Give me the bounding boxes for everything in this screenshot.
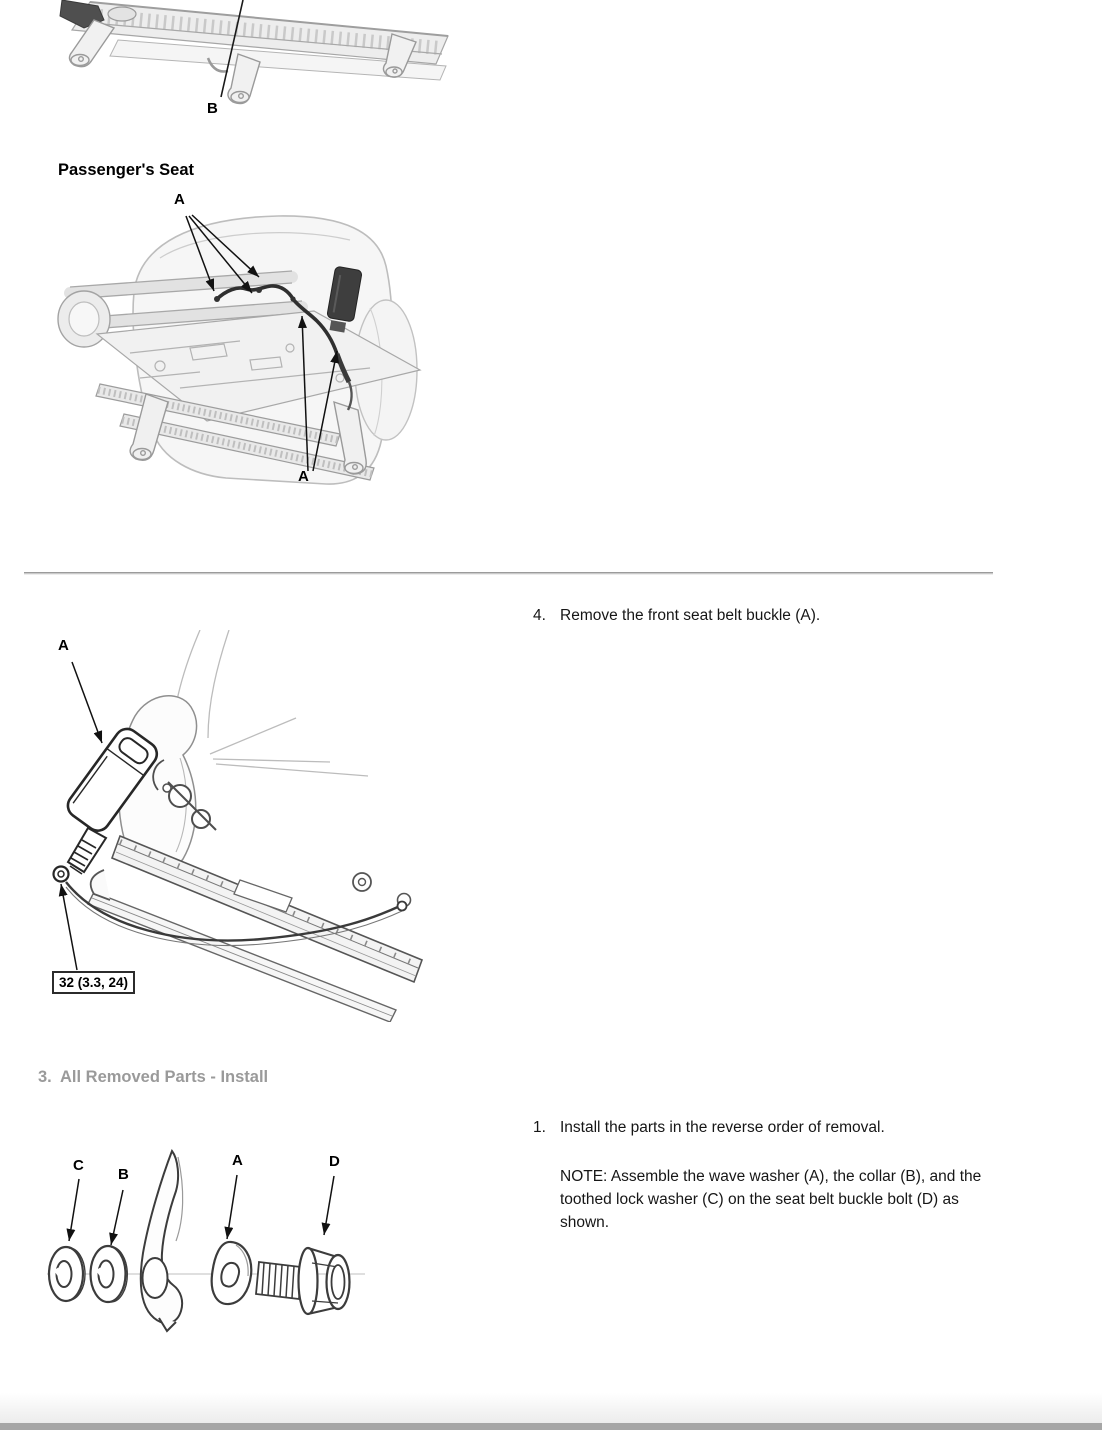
step-1-text: Install the parts in the reverse order of removal.	[560, 1119, 885, 1136]
callout-arrows	[69, 1175, 334, 1245]
callout-a-bottom-label: A	[298, 468, 309, 485]
section-divider	[24, 572, 993, 575]
buckle-anchor-plate	[141, 1151, 183, 1331]
seat-belt-buckle-figure	[30, 630, 480, 1022]
step-4-number: 4.	[533, 607, 546, 624]
seat-frame-illustration	[0, 0, 460, 130]
toothed-lock-washer	[49, 1247, 85, 1301]
install-note: NOTE: Assemble the wave washer (A), the collar (B), and the toothed lock washer (C) on the seat belt buckle bolt (D) as shown.	[560, 1168, 982, 1231]
install-section-title: All Removed Parts - Install	[60, 1068, 269, 1086]
collar	[91, 1246, 128, 1302]
step-1	[533, 1117, 885, 1139]
page-bottom-fade	[0, 1393, 1102, 1423]
window-bottom-edge	[0, 1423, 1102, 1430]
passenger-seat-illustration	[40, 188, 490, 503]
passenger-seat-heading: Passenger's Seat	[58, 161, 195, 179]
drivers-seat-figure	[0, 0, 460, 130]
callout-d-label: D	[329, 1153, 340, 1170]
callout-a-label: A	[58, 637, 69, 654]
callout-a-top-label: A	[174, 191, 185, 208]
buckle-illustration	[30, 630, 480, 1022]
callout-c-label: C	[73, 1157, 84, 1174]
callout-a-label: A	[232, 1152, 243, 1169]
buckle-bolt	[256, 1248, 350, 1314]
step-4	[533, 605, 820, 627]
passenger-seat-figure	[40, 188, 490, 503]
wave-washer	[212, 1242, 252, 1304]
step-1-number: 1.	[533, 1119, 546, 1136]
callout-b-label: B	[207, 100, 218, 117]
torque-spec-box: 32 (3.3, 24)	[52, 971, 135, 994]
install-section-number: 3.	[38, 1068, 52, 1086]
callout-b-label: B	[118, 1166, 129, 1183]
hardware-illustration	[35, 1145, 375, 1350]
step-4-text: Remove the front seat belt buckle (A).	[560, 607, 821, 624]
install-section-heading	[38, 1068, 268, 1087]
hardware-figure	[35, 1145, 375, 1350]
